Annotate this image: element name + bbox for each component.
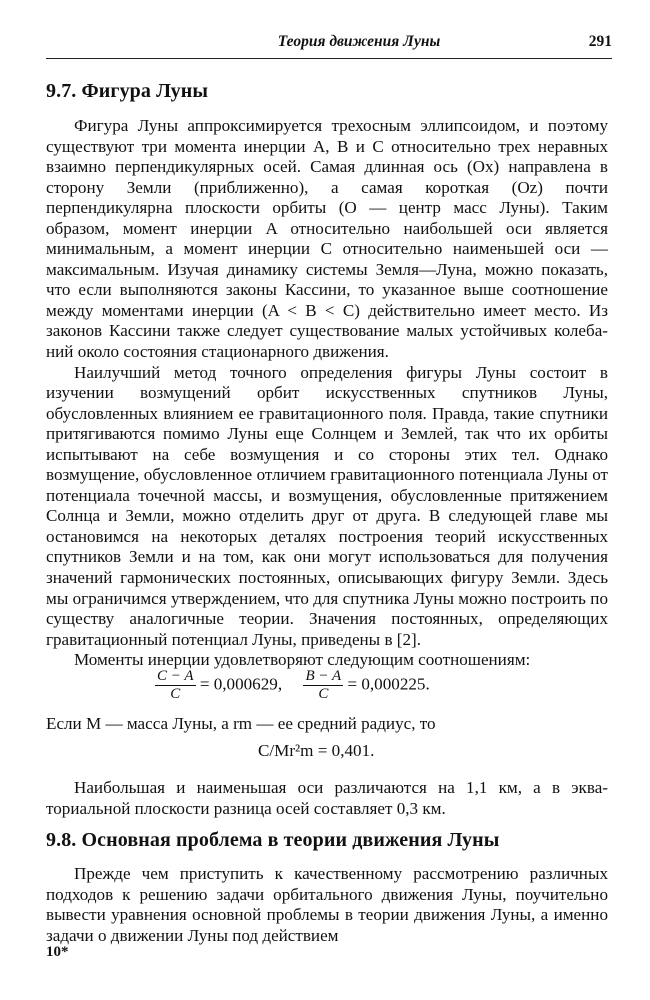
running-header: [46, 28, 612, 59]
section-heading-9-7: 9.7. Фигура Луны: [46, 80, 209, 102]
running-title: Теория движения Луны: [277, 33, 441, 50]
paragraph-moments-intro: Моменты инерции удовлетворяют следующим соотношениям:: [74, 650, 531, 670]
fraction-b-minus-a: $\frac{B - A}{C}$: [305, 668, 342, 702]
section-heading-9-8: 9.8. Основная проблема в теории движения Луны: [46, 829, 500, 851]
formula-c-over-mr2: C/Mr²m = 0,401.: [258, 741, 375, 760]
fraction-c-minus-a: $\frac{C - A}{C}$: [157, 668, 194, 702]
formula-moments-of-inertia: [155, 668, 430, 703]
mass-radius-line: Если M — масса Луны, а rm — ее средний радиус, то: [46, 714, 436, 733]
value-0-000225: = 0,000225.: [347, 674, 430, 694]
paragraph-figure-of-moon: Фигура Луны аппроксимируется трехосным эллипсоидом, и поэтому существуют три момента инерции A, B и C относительно трех неравных взаимно перпендикулярных осей. Самая длинная ось (Ox) направлена в сторону Земли (приближенно), а самая короткая (Oz) почти перпендикулярна плоскости орбиты (O — центр масс Луны). Таким образом, момент инерции A относительно наибольшей оси является минимальным, а момент инерции C относительно наименьшей оси — максимальным. Изучая динамику системы Земля—Луна, можно показать, что если выполняются законы Кассини, то указанное выше соотношение между моментами инерции (A < B < C) действительно имеет место. Из законов Кассини также следует существование малых устойчивых колебаний около состояния стационарного движения.: [46, 116, 608, 362]
axes-difference-paragraph: Наибольшая и наименьшая оси различаются на 1,1 км, а в экваториальной плоскости разница осей составляет 0,3 км.: [46, 778, 608, 818]
value-0-000629: = 0,000629,: [199, 674, 283, 694]
section-9-8-body: [46, 864, 608, 946]
paragraph-best-method: Наилучший метод точного определения фигуры Луны состоит в изучении возмущений орбит искусственных спутников Луны, обусловленных влиянием ее гравитационного поля. Правда, такие спутники притягиваются помимо Луны еще Солнцем и Землей, так что их орбиты испытывают на себе возмущения и со стороны этих тел. Однако возмущение, обусловленное отличием гравитационного потенциала Луны от потенциала точечной массы, и возмущения, обусловленные притяжением Солнца и Земли, можно отделить друг от друга. В следующей главе мы остановимся на некоторых деталях построения теорий искусственных спутников Земли и на том, как они могут использоваться для получения значений гармонических постоянных, описывающих фигуру Земли. Здесь мы ограничимся утверждением, что для спутника Луны можно построить по существу аналогичные теории. Значения постоянных, определяющих гравитационный потенциал Луны, приведены в [2].: [46, 362, 608, 649]
paragraph-main-problem: Прежде чем приступить к качественному рассмотрению различных подходов к решению задачи орбитального движения Луны, поучительно вывести уравнения основной проблемы в теории движения Луны, а именно задачи о движении Луны под действием: [46, 864, 608, 945]
printer-signature: 10*: [46, 944, 69, 960]
section-9-7-body: [46, 116, 608, 671]
page-number: 291: [588, 33, 612, 50]
